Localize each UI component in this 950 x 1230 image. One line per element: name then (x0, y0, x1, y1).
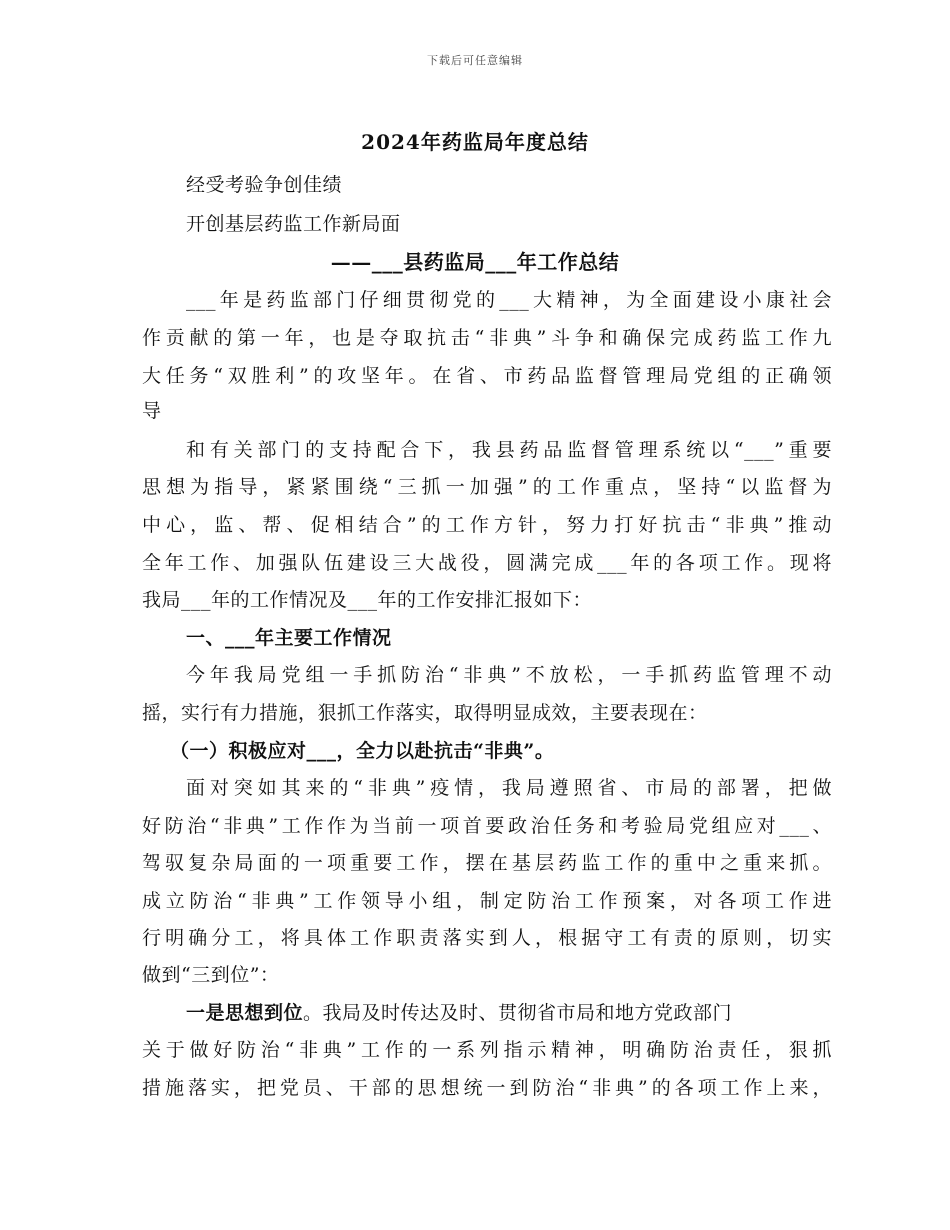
subtitle-line-2: 开创基层药监工作新局面 (186, 213, 401, 235)
paragraph-5-line-2: 关于做好防治“非典”工作的一系列指示精神，明确防治责任，狠抓 (142, 1039, 832, 1061)
paragraph-1-line-1: ___年是药监部门仔细贯彻党的___大精神，为全面建设小康社会 (186, 289, 832, 311)
paragraph-4-line-6: 做到“三到位”： (142, 964, 280, 986)
paragraph-4-line-3: 驾驭复杂局面的一项重要工作，摆在基层药监工作的重中之重来抓。 (142, 852, 832, 874)
paragraph-5-line-3: 措施落实，把党员、干部的思想统一到防治“非典”的各项工作上来， (142, 1077, 832, 1099)
paragraph-4-line-5: 行明确分工，将具体工作职责落实到人，根据守工有责的原则，切实 (142, 927, 832, 949)
document-title: 2024年药监局年度总结 (361, 130, 589, 154)
paragraph-5-lead: 一是思想到位 (186, 1002, 304, 1024)
paragraph-1-line-3: 大任务“双胜利”的攻坚年。在省、市药品监督管理局党组的正确领 (142, 365, 832, 387)
paragraph-4-line-4: 成立防治“非典”工作领导小组，制定防治工作预案，对各项工作进 (142, 890, 832, 912)
subtitle-line-1: 经受考验争创佳绩 (186, 174, 343, 196)
paragraph-3-line-1: 今年我局党组一手抓防治“非典”不放松，一手抓药监管理不动 (186, 664, 832, 686)
paragraph-1-line-2: 作贡献的第一年，也是夺取抗击“非典”斗争和确保完成药监工作九 (142, 327, 832, 349)
section-heading: ——___县药监局___年工作总结 (330, 250, 620, 274)
paragraph-5-lead-rest: 。我局及时传达及时、贯彻省市局和地方党政部门 (303, 1002, 733, 1024)
paragraph-4-line-2: 好防治“非典”工作作为当前一项首要政治任务和考验局党组应对___、 (142, 815, 832, 837)
paragraph-4-line-1: 面对突如其来的“非典”疫情，我局遵照省、市局的部署，把做 (186, 777, 832, 799)
paragraph-2-line-4: 全年工作、加强队伍建设三大战役，圆满完成___年的各项工作。现将 (142, 552, 832, 574)
paragraph-2-line-1: 和有关部门的支持配合下，我县药品监督管理系统以“___”重要 (186, 439, 832, 461)
subsection-1-heading: （一）积极应对___，全力以赴抗击“非典”。 (170, 740, 555, 762)
paragraph-2-line-2: 思想为指导，紧紧围绕“三抓一加强”的工作重点，坚持“以监督为 (142, 476, 832, 498)
paragraph-3-line-2: 摇，实行有力措施，狠抓工作落实，取得明显成效，主要表现在： (142, 702, 708, 724)
page-header-note: 下载后可任意编辑 (427, 54, 523, 67)
paragraph-5-line-1 (186, 1000, 832, 1026)
section-1-heading: 一、___年主要工作情况 (186, 627, 392, 649)
paragraph-2-line-5: 我局___年的工作情况及___年的工作安排汇报如下： (142, 589, 593, 611)
paragraph-2-line-3: 中心，监、帮、促相结合”的工作方针，努力打好抗击“非典”推动 (142, 514, 832, 536)
paragraph-1-line-4: 导 (142, 400, 162, 422)
